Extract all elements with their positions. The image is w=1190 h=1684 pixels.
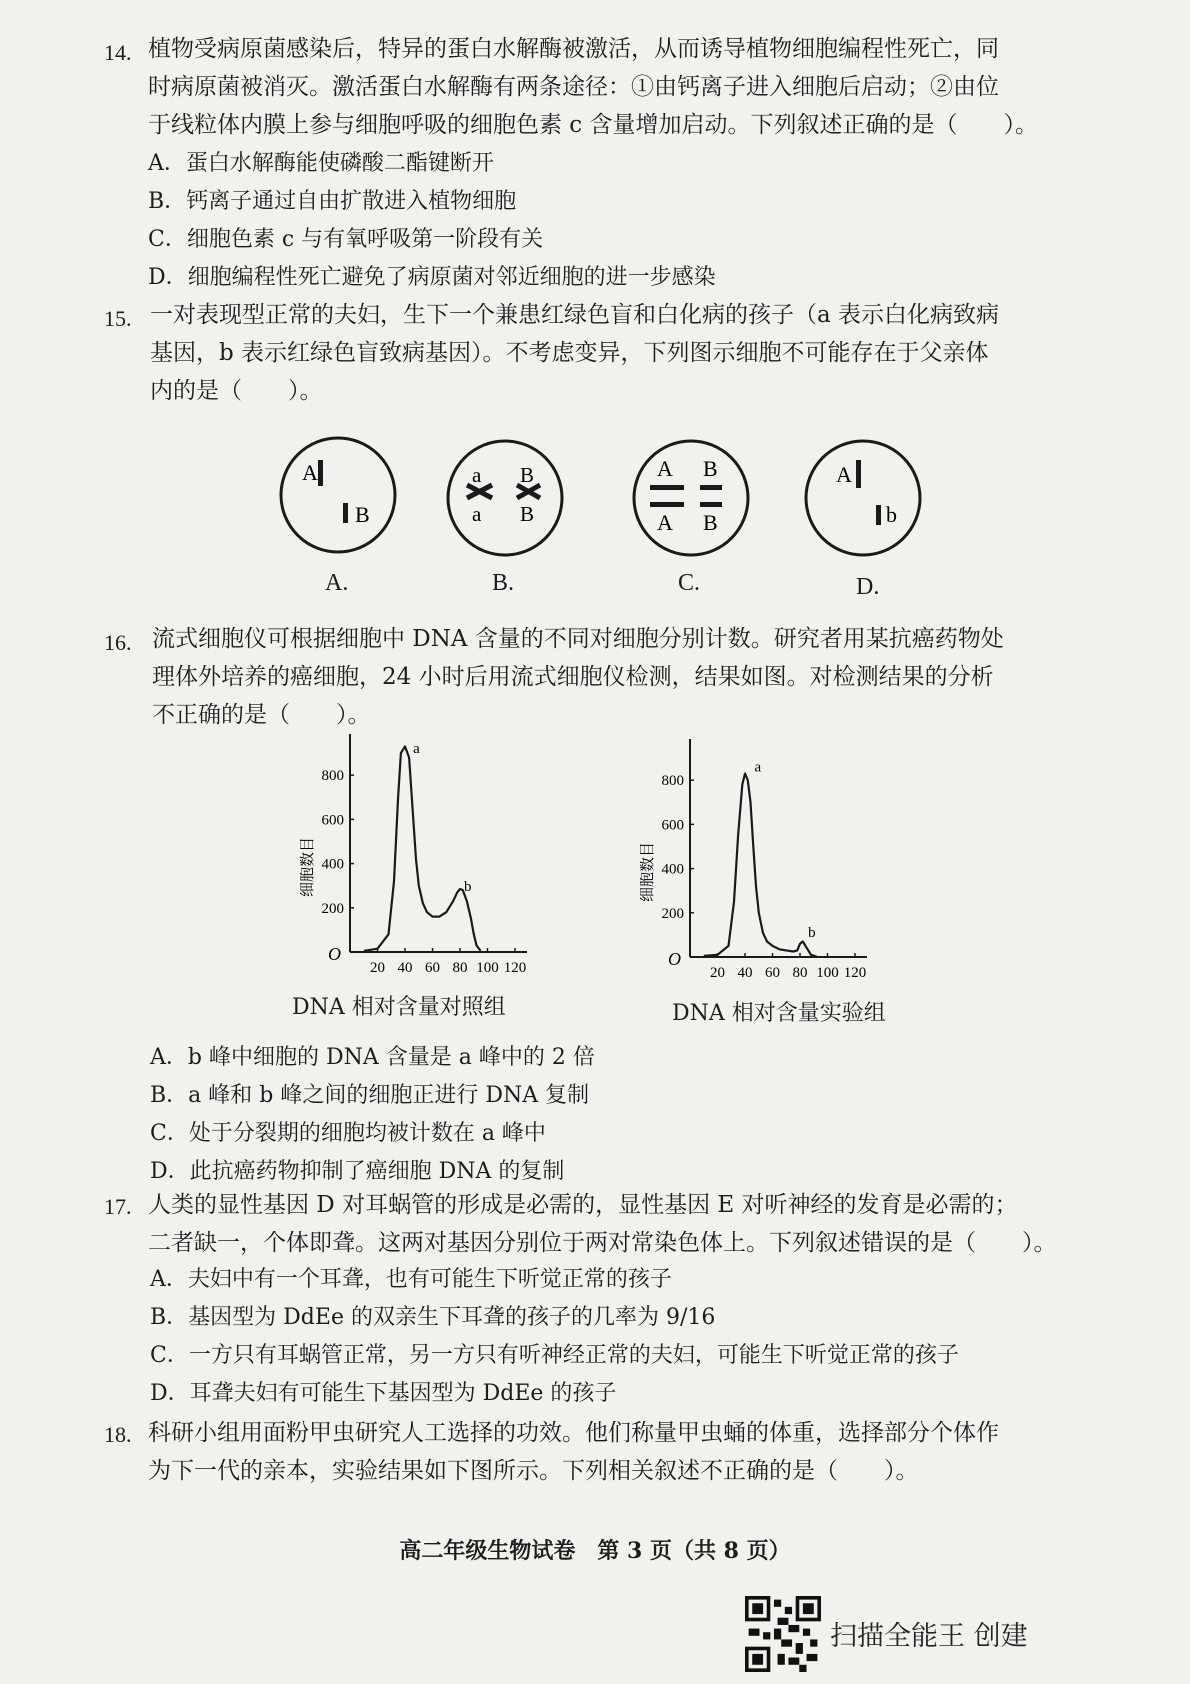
q17-option-c: C．一方只有耳蜗管正常，另一方只有听神经正常的夫妇，可能生下听觉正常的孩子 [150,1343,959,1368]
x-tick-label: 100 [476,960,499,976]
q15-line-3: 内的是（ ）。 [150,378,323,404]
cell-d-label-1: A [836,462,852,487]
y-axis-label: 细胞数目 [300,836,316,898]
peak-label: a [754,759,762,776]
series-line [704,774,817,957]
y-tick-label: 200 [661,905,684,922]
x-tick-label: 20 [370,960,385,976]
q17-option-a: A．夫妇中有一个耳聋，也有可能生下听觉正常的孩子 [150,1267,672,1292]
cell-d-option: D. [856,574,880,600]
peak-label: b [464,879,472,896]
origin-label: O [328,944,341,964]
cell-b-option: B. [492,570,515,596]
q18-line-1: 科研小组用面粉甲虫研究人工选择的功效。他们称量甲虫蛹的体重，选择部分个体作 [148,1420,999,1446]
q14-option-c: C．细胞色素 c 与有氧呼吸第一阶段有关 [148,227,544,252]
q16-stem [152,620,1004,734]
q15-number: 15. [104,306,132,331]
q14-option-b: B．钙离子通过自由扩散进入植物细胞 [148,189,517,214]
cell-a-label-1: A [302,460,318,485]
y-tick-label: 600 [321,812,344,829]
q17-option-d: D．耳聋夫妇有可能生下基因型为 DdEe 的孩子 [150,1381,617,1406]
peak-label: a [413,741,420,758]
peak-label: b [808,925,816,942]
x-tick-label: 80 [452,960,468,976]
y-axis-label: 细胞数目 [640,841,656,903]
q16-line-3: 不正确的是（ ）。 [152,702,371,728]
x-tick-label: 80 [792,965,808,981]
x-tick-label: 60 [425,960,440,976]
series-line [364,746,481,951]
q16-option-c: C．处于分裂期的细胞均被计数在 a 峰中 [150,1121,546,1146]
x-tick-label: 100 [816,965,839,981]
cell-b-label-4: B [520,502,535,526]
cell-b-label-3: B [520,463,535,487]
q14-line-2: 时病原菌被消灭。激活蛋白水解酶有两条途径：①由钙离子进入细胞后启动；②由位 [148,74,999,100]
x-tick-label: 120 [503,960,527,976]
q17-number: 17. [104,1194,132,1219]
cell-d-label-2: b [886,502,897,527]
y-tick-label: 400 [661,861,684,878]
control-group-chart [300,730,600,980]
q15-stem [150,296,999,410]
q17-line-2: 二者缺一，个体即聋。这两对基因分别位于两对常染色体上。下列叙述错误的是（ ）。 [148,1230,1057,1256]
q15-cell-diagrams [0,430,1190,630]
qr-code-icon [745,1596,821,1672]
x-tick-label: 120 [843,965,867,981]
control-chart-title: DNA 相对含量对照组 [292,995,506,1020]
origin-label: O [668,949,681,969]
q16-option-a: A．b 峰中细胞的 DNA 含量是 a 峰中的 2 倍 [150,1045,595,1070]
y-tick-label: 400 [321,856,344,873]
x-tick-label: 60 [765,965,780,981]
q17-stem [148,1186,1057,1262]
cell-b-label-2: a [472,502,482,526]
q16-option-d: D．此抗癌药物抑制了癌细胞 DNA 的复制 [150,1159,565,1184]
x-tick-label: 40 [737,965,753,981]
cell-d-diagram [806,441,920,555]
experiment-chart-title: DNA 相对含量实验组 [672,1001,886,1026]
q16-option-b: B．a 峰和 b 峰之间的细胞正进行 DNA 复制 [150,1083,590,1108]
q14-stem [148,30,1038,144]
y-tick-label: 800 [321,768,344,785]
cell-c-option: C. [678,570,701,596]
cell-c-diagram [634,441,748,555]
q17-line-1: 人类的显性基因 D 对耳蜗管的形成是必需的，显性基因 E 对听神经的发育是必需的； [148,1192,1018,1218]
experiment-group-chart [640,735,940,985]
x-tick-label: 40 [397,960,413,976]
q14-number: 14. [104,40,132,65]
cell-c-label-2: A [657,510,673,535]
y-tick-label: 600 [661,817,684,834]
cell-a-label-2: B [355,502,370,527]
cell-a-option: A. [325,570,349,596]
q14-option-d: D．细胞编程性死亡避免了病原菌对邻近细胞的进一步感染 [148,265,716,290]
x-tick-label: 20 [710,965,725,981]
page-footer: 高二年级生物试卷 第 3 页（共 8 页） [399,1538,791,1564]
scanner-watermark: 扫描全能王 创建 [830,1621,1028,1652]
cell-c-label-3: B [703,456,718,481]
q18-stem [148,1414,999,1490]
q17-option-b: B．基因型为 DdEe 的双亲生下耳聋的孩子的几率为 9/16 [150,1305,716,1330]
q15-line-1: 一对表现型正常的夫妇，生下一个兼患红绿色盲和白化病的孩子（a 表示白化病致病 [150,302,1000,328]
q16-line-1: 流式细胞仪可根据细胞中 DNA 含量的不同对细胞分别计数。研究者用某抗癌药物处 [152,626,1004,652]
q14-line-1: 植物受病原菌感染后，特异的蛋白水解酶被激活，从而诱导植物细胞编程性死亡，同 [148,36,999,62]
q14-line-3: 于线粒体内膜上参与细胞呼吸的细胞色素 c 含量增加启动。下列叙述正确的是（ ）。 [148,112,1039,138]
q15-line-2: 基因，b 表示红绿色盲致病基因）。不考虑变异，下列图示细胞不可能存在于父亲体 [150,340,989,366]
cell-a-diagram [281,438,395,552]
cell-c-label-4: B [703,510,718,535]
cell-c-label-1: A [657,456,673,481]
q16-line-2: 理体外培养的癌细胞，24 小时后用流式细胞仪检测，结果如图。对检测结果的分析 [152,664,994,690]
y-tick-label: 200 [321,900,344,917]
cell-b-diagram [448,441,562,555]
q18-number: 18. [104,1422,132,1447]
y-tick-label: 800 [661,773,684,790]
q16-number: 16. [104,630,132,655]
cell-b-label-1: a [472,463,482,487]
q18-line-2: 为下一代的亲本，实验结果如下图所示。下列相关叙述不正确的是（ ）。 [148,1458,919,1484]
q14-option-a: A．蛋白水解酶能使磷酸二酯键断开 [148,151,494,176]
